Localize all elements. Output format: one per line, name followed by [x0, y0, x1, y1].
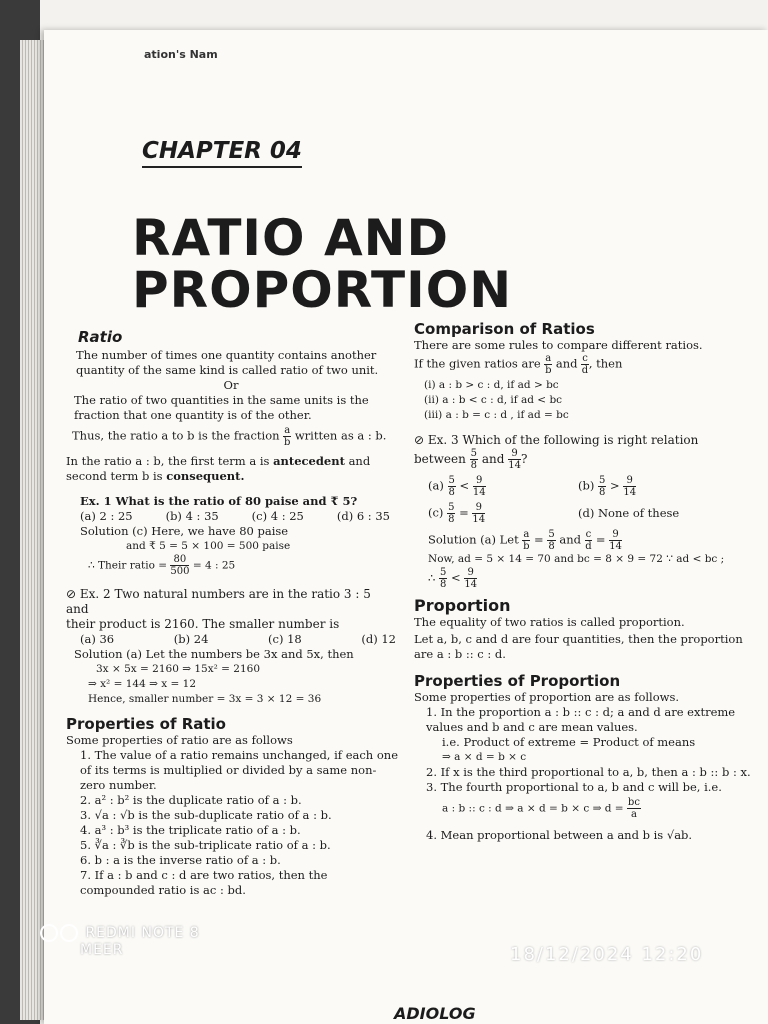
ex3-opt-b-label: (b): [578, 478, 595, 493]
properties-proportion-intro: Some properties of proportion are as follows.: [414, 690, 680, 704]
list-item: 2. a² : b² is the duplicate ratio of a : b.: [80, 793, 302, 807]
list-item: 1. In the proportion a : b :: c : d; a and d are extreme values and b and c are mean values.: [426, 705, 736, 734]
fraction-num: 80: [170, 554, 189, 566]
watermark-timestamp: 18/12/2024 12:20: [510, 944, 704, 965]
ex3-question-2: [414, 448, 759, 471]
comparison-given-c: , then: [588, 356, 623, 371]
list-item: 1. The value of a ratio remains unchanged, if each one of its terms is multiplied or divided by a same non-zero number.: [80, 748, 399, 792]
ex3-solution-3: ∴ $\frac{5}{8}$ < $\frac{9}{14}$: [428, 567, 478, 590]
ex3-q2-c: ?: [520, 452, 528, 466]
consequent-term: consequent.: [166, 469, 245, 483]
ex1-solution-2: and ₹ 5 = 5 × 100 = 500 paise: [126, 540, 291, 552]
ex3-solution-1: Solution (a) Let $\frac{a}{b}$ = $\frac{5}{8}$ and $\frac{c}{d}$ = $\frac{9}{14}$: [428, 529, 622, 552]
ex3-option-c: (c) $\frac{5}{8}$ = $\frac{9}{14}$: [428, 502, 486, 525]
fraction-c-d: $\frac{c}{d}$: [581, 353, 589, 376]
comparison-rules: [424, 378, 759, 423]
ex2-option-b: (b) 24: [173, 632, 209, 646]
footer-text: ADIOLOG: [394, 1004, 476, 1023]
comparison-intro: There are some rules to compare different ratios.: [414, 338, 703, 352]
list-item: 4. a³ : b³ is the triplicate ratio of a : b.: [80, 823, 301, 837]
ratio-or: Or: [223, 378, 239, 392]
circle-icon: [40, 924, 58, 942]
ex2-solution-2: 3x × 5x = 2160 ⇒ 15x² = 2160: [96, 663, 261, 675]
page-title: [132, 209, 513, 319]
fraction-5-8: $\frac{5}{8}$: [470, 448, 478, 471]
ex3-options: [428, 475, 759, 525]
comparison-given-b: and: [555, 356, 578, 371]
list-item: 3. The fourth proportional to a, b and c will be, i.e.: [426, 780, 722, 794]
ex3-option-a: (a) $\frac{5}{8}$ < $\frac{9}{14}$: [428, 475, 486, 498]
antecedent-term: antecedent: [273, 454, 345, 468]
list-item: 6. b : a is the inverse ratio of a : b.: [80, 853, 281, 867]
fraction-a-b: $\frac{a}{b}$: [284, 425, 291, 448]
chapter-label: CHAPTER 04: [142, 138, 302, 168]
ex1-option-a: (a) 2 : 25: [80, 509, 133, 523]
ex1-option-d: (d) 6 : 35: [336, 509, 390, 523]
list-item: 4. Mean proportional between a and b is √ab.: [426, 828, 693, 842]
ex2-option-a: (a) 36: [80, 632, 115, 646]
ex2-q1-text: Ex. 2 Two natural numbers are in the ratio 3 : 5 and: [66, 587, 371, 616]
ex2-solution-1: Solution (a) Let the numbers be 3x and 5x, then: [74, 647, 354, 661]
ex1-sol-3b: = 4 : 25: [192, 559, 236, 572]
prop-i3b: a : b :: c : d ⇒ a × d = b × c ⇒ d =: [442, 802, 624, 815]
ratio-def-3: [72, 425, 396, 448]
properties-ratio-intro: Some properties of ratio are as follows: [66, 733, 293, 747]
ex2-solution-4: Hence, smaller number = 3x = 3 × 12 = 36: [88, 693, 322, 705]
right-column: [414, 320, 759, 843]
list-item: ⇒ a × d = b × c: [442, 751, 527, 763]
left-column: [66, 328, 399, 898]
comparison-given: [414, 353, 759, 376]
ex2-solution-3: ⇒ x² = 144 ⇒ x = 12: [88, 678, 197, 690]
ex1-options: [80, 509, 390, 524]
ex3-q1-text: Ex. 3 Which of the following is right relation: [427, 433, 699, 447]
check-icon: ⊘: [66, 587, 77, 601]
fraction-den: 500: [170, 566, 190, 577]
list-item: i.e. Product of extreme = Product of means: [442, 735, 696, 749]
check-icon: ⊘: [414, 433, 425, 447]
ex3-sol-1a: Solution (a) Let: [428, 532, 519, 547]
ex1-option-b: (b) 4 : 35: [165, 509, 219, 523]
title-line-1: RATIO AND: [132, 209, 449, 267]
proportion-def: The equality of two ratios is called proportion.: [414, 615, 685, 629]
list-item: 7. If a : b and c : d are two ratios, then the compounded ratio is ac : bd.: [80, 868, 328, 897]
ex2-question-1: [66, 587, 396, 617]
book-page: [44, 30, 768, 1024]
list-item: 3. √a : √b is the sub-duplicate ratio of a : b.: [80, 808, 332, 822]
ex3-sol-1b: and: [559, 532, 581, 547]
list-item: a : b :: c : d ⇒ a × d = b × c ⇒ d = $\frac{bc}{a}$: [442, 797, 640, 820]
rule-item: (ii) a : b < c : d, if ad < bc: [424, 394, 563, 406]
device-label: REDMI NOTE 8: [85, 925, 200, 941]
ex2-option-c: (c) 18: [268, 632, 302, 646]
ratio-def-3b: written as a : b.: [294, 428, 387, 443]
comparison-given-a: If the given ratios are: [414, 356, 541, 371]
list-item: 2. If x is the third proportional to a, b, then a : b :: b : x.: [426, 765, 751, 779]
ex1-solution-3: [88, 554, 396, 577]
camera-watermark: [40, 924, 200, 958]
ex3-question-1: [414, 433, 759, 448]
properties-ratio-list: [80, 748, 400, 898]
rule-item: (iii) a : b = c : d , if ad = bc: [424, 409, 569, 421]
ex1-question: Ex. 1 What is the ratio of 80 paise and ₹ 5?: [80, 494, 358, 508]
ratio-def-2: The ratio of two quantities in the same units is the fraction that one quantity is of the other.: [74, 393, 369, 422]
ratio-terms: [66, 454, 396, 484]
ex3-q2-b: and: [481, 452, 505, 466]
ratio-terms-a: In the ratio a : b, the first term a is: [66, 454, 270, 468]
ratio-terms-c: and second term b is: [66, 454, 371, 483]
circle-icon: [60, 924, 78, 942]
ex3-opt-c-label: (c): [428, 505, 444, 520]
top-cut-text: ation's Nam: [144, 48, 218, 61]
ex2-option-d: (d) 12: [361, 632, 396, 646]
ex3-q2-a: between: [414, 452, 466, 466]
properties-ratio-heading: Properties of Ratio: [66, 715, 226, 733]
list-item: 5. ∛a : ∛b is the sub-triplicate ratio of a : b.: [80, 838, 331, 852]
ex1-solution-1: Solution (c) Here, we have 80 paise: [80, 524, 289, 538]
title-line-2: PROPORTION: [132, 261, 513, 319]
ex3-sol-3a: ∴: [428, 570, 436, 585]
ratio-heading: Ratio: [78, 328, 123, 346]
ex2-question-2: their product is 2160. The smaller number is: [66, 617, 340, 631]
properties-proportion-heading: Properties of Proportion: [414, 672, 621, 690]
watermark-name: MEER: [80, 942, 124, 958]
properties-proportion-list: [426, 705, 759, 843]
proportion-heading: Proportion: [414, 596, 511, 615]
ex2-options: [80, 632, 396, 647]
ex1-sol-3a: ∴ Their ratio =: [88, 559, 168, 572]
fraction-a-b: $\frac{a}{b}$: [545, 353, 552, 376]
comparison-heading: Comparison of Ratios: [414, 320, 595, 338]
ex1-option-c: (c) 4 : 25: [251, 509, 304, 523]
proportion-def-2: Let a, b, c and d are four quantities, then the proportion are a : b :: c : d.: [414, 632, 743, 661]
ex3-option-b: (b) $\frac{5}{8}$ > $\frac{9}{14}$: [578, 475, 637, 498]
ex3-opt-a-label: (a): [428, 478, 444, 493]
watermark-device: [40, 924, 200, 942]
fraction-80-500: [170, 554, 189, 577]
rule-item: (i) a : b > c : d, if ad > bc: [424, 379, 559, 391]
ex3-solution-2: Now, ad = 5 × 14 = 70 and bc = 8 × 9 = 72 ∵ ad < bc ;: [428, 553, 725, 565]
ratio-def-1: The number of times one quantity contains another quantity of the same kind is called ratio of two unit.: [76, 348, 379, 377]
fraction-9-14: $\frac{9}{14}$: [508, 448, 521, 471]
ex3-option-d: (d) None of these: [578, 506, 680, 520]
ratio-def-3a: Thus, the ratio a to b is the fraction: [72, 428, 280, 443]
